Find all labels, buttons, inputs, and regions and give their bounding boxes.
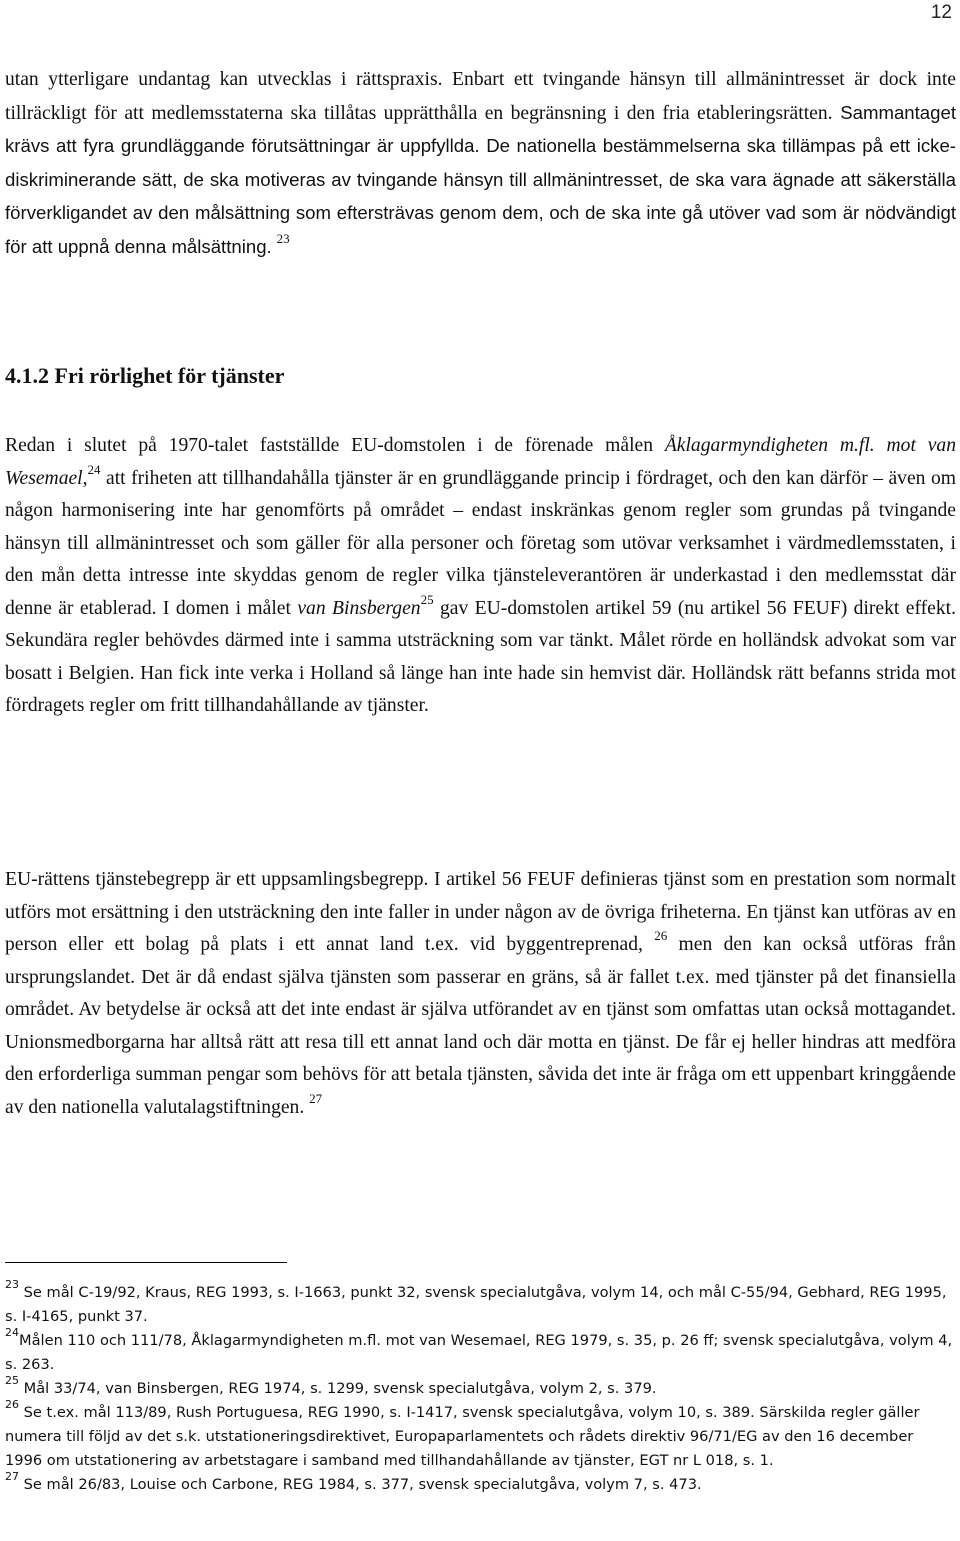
footnote-separator: [5, 1262, 287, 1263]
footnote-number: 24: [5, 1326, 19, 1340]
footnote-ref-27: 27: [309, 1090, 323, 1106]
footnote-text: Målen 110 och 111/78, Åklagarmyndigheten m.fl. mot van Wesemael, REG 1979, s. 35, p. 26 ff; svensk specialutgåva, volym 4, s. 263.: [5, 1332, 953, 1373]
case-name-wesemael: Åklagarmyndigheten m.fl. mot van Wesemael: [5, 435, 957, 489]
paragraph-tjanster: [5, 430, 956, 723]
section-heading: 4.1.2 Fri rörlighet för tjänster: [5, 363, 285, 388]
footnote-25: [5, 1374, 955, 1401]
paragraph-text: att friheten att tillhandahålla tjänster är en grundläggande princip i fördraget, och den kan därför – även om någon harmonisering inte har genomförts på området – endast inskränkas genom regler som grundas på tvingande hänsyn till allmänintresset och som gäller för alla personer och företag som utövar verksamhet i värdmedlemsstaten, i den mån detta intresse inte skyddas genom de regler vilka tjänsteleverantören är underkastad i den medlemsstat där denne är etablerad. I domen i målet: [5, 467, 956, 619]
paragraph-text: gav EU-domstolen artikel 59 (nu artikel 56 FEUF) direkt effekt. Sekundära regler behövdes därmed inte i samma utsträckning som var tänkt. Målet rörde en holländsk advokat som var bosatt i Belgien. Han fick inte verka i Holland så länge han inte hade sin hemvist där. Holländsk rätt befanns strida mot fördragets regler om fritt tillhandahållande av tjänster.: [5, 597, 956, 716]
footnote-23: [5, 1278, 955, 1329]
footnote-number: 25: [5, 1374, 19, 1388]
footnote-24: [5, 1326, 955, 1377]
footnote-number: 23: [5, 1278, 19, 1292]
footnote-27: [5, 1470, 955, 1497]
paragraph-text: men den kan också utföras från ursprungslandet. Det är då endast själva tjänsten som passerar en gräns, så är fallet t.ex. med tjänster på det finansiella området. Av betydelse är också att det inte endast är själva utförandet av en tjänst som omfattas utan också mottagandet. Unionsmedborgarna har alltså rätt att resa till ett annat land och där motta en tjänst. De får ej heller hindras att medföra den erforderliga summan pengar som behövs för att betala tjänsten, såvida det inte är fråga om ett uppenbart kringgående av den nationella valutalagstiftningen.: [5, 934, 956, 1118]
paragraph-text: ,: [82, 467, 88, 489]
footnote-26: [5, 1398, 955, 1473]
footnote-number: 26: [5, 1398, 19, 1412]
paragraph-text-sans: Sammantaget krävs att fyra grundläggande förutsättningar är uppfyllda. De nationella bestämmelserna ska tillämpas på ett icke-diskriminerande sätt, de ska motiveras av tvingande hänsyn till allmänintresset, de ska vara ägnade att säkerställa förverkligandet av den målsättning som eftersträvas genom dem, och de ska inte gå utöver vad som är nödvändigt för att uppnå denna målsättning.: [5, 101, 956, 257]
footnotes: [5, 1278, 955, 1497]
footnote-text: Se t.ex. mål 113/89, Rush Portuguesa, REG 1990, s. I-1417, svensk specialutgåva, volym 10, s. 389. Särskilda regler gäller numera till följd av det s.k. utstationeringsdirektivet, Europaparlamentets och rådets direktiv 96/71/EG av den 16 december 1996 om utstationering av arbetstagare i samband med tillhandahållande av tjänster, EGT nr L 018, s. 1.: [5, 1404, 920, 1469]
paragraph-etableringsratt: [5, 64, 956, 264]
footnote-ref-26: 26: [654, 928, 668, 944]
case-name-binsbergen: van Binsbergen: [297, 597, 421, 619]
page-number: 12: [930, 2, 952, 23]
paragraph-text: utan ytterligare undantag kan utvecklas i rättspraxis. Enbart ett tvingande hänsyn till allmänintresset är dock inte tillräckligt för att medlemsstaterna ska tillåtas upprätthålla en begränsning i den fria etableringsrätten.: [5, 69, 956, 124]
footnote-ref-23: 23: [276, 230, 290, 246]
paragraph-text: Redan i slutet på 1970-talet fastställde EU-domstolen i de förenade målen: [5, 435, 665, 456]
footnote-text: Mål 33/74, van Binsbergen, REG 1974, s. 1299, svensk specialutgåva, volym 2, s. 379.: [19, 1380, 657, 1397]
footnote-ref-25: 25: [420, 591, 434, 607]
paragraph-text: EU-rättens tjänstebegrepp är ett uppsamlingsbegrepp. I artikel 56 FEUF definieras tjänst som en prestation som normalt utförs mot ersättning i den utsträckning den inte faller in under någon av de övriga friheterna. En tjänst kan utföras av en person eller ett bolag på plats i ett annat land t.ex. vid byggentreprenad,: [5, 869, 956, 955]
footnote-number: 27: [5, 1470, 19, 1484]
paragraph-tjanstebegrepp: [5, 864, 956, 1124]
footnote-ref-24: 24: [87, 461, 101, 477]
footnote-text: Se mål 26/83, Louise och Carbone, REG 1984, s. 377, svensk specialutgåva, volym 7, s. 473.: [19, 1476, 702, 1493]
footnote-text: Se mål C-19/92, Kraus, REG 1993, s. I-1663, punkt 32, svensk specialutgåva, volym 14, och mål C-55/94, Gebhard, REG 1995, s. I-4165, punkt 37.: [5, 1284, 947, 1325]
